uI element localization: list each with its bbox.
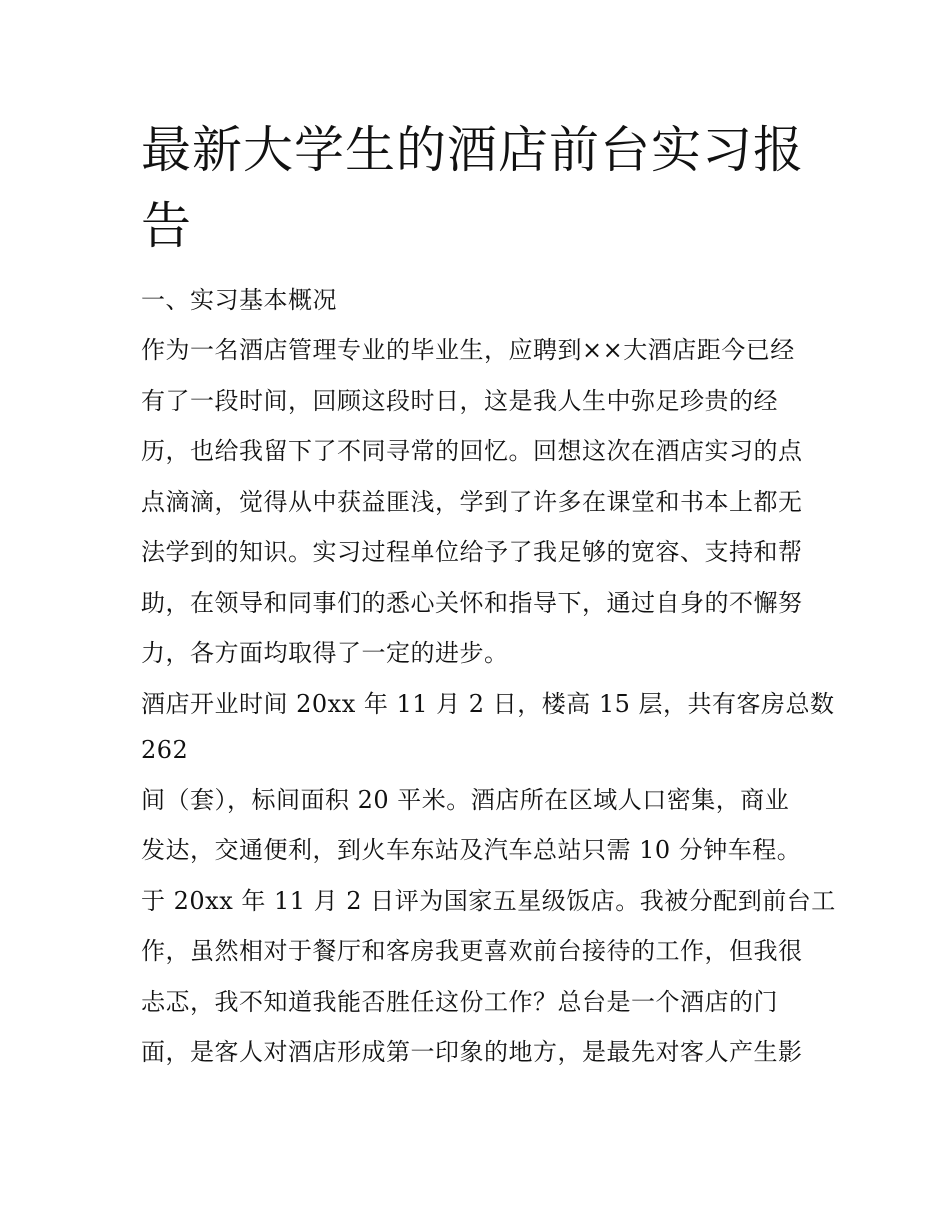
body-line-2: 有了一段时间，回顾这段时日，这是我人生中弥足珍贵的经 xyxy=(141,387,778,415)
body-line-13: 作，虽然相对于餐厅和客房我更喜欢前台接待的工作，但我很 xyxy=(141,937,803,965)
body-line-3: 历，也给我留下了不同寻常的回忆。回想这次在酒店实习的点 xyxy=(141,437,803,465)
document-title: 最新大学生的酒店前台实习报 告 xyxy=(141,121,804,255)
body-line-9: 262 xyxy=(141,736,189,764)
body-line-8: 酒店开业时间 20xx 年 11 月 2 日，楼高 15 层，共有客房总数 xyxy=(141,690,835,718)
body-line-12: 于 20xx 年 11 月 2 日评为国家五星级饭店。我被分配到前台工 xyxy=(141,887,836,915)
body-line-1: 作为一名酒店管理专业的毕业生，应聘到××大酒店距今已经 xyxy=(141,336,795,364)
body-line-6: 助，在领导和同事们的悉心关怀和指导下，通过自身的不懈努 xyxy=(141,589,803,617)
body-line-5: 法学到的知识。实习过程单位给予了我足够的宽容、支持和帮 xyxy=(141,538,803,566)
body-line-15: 面，是客人对酒店形成第一印象的地方，是最先对客人产生影 xyxy=(141,1038,803,1066)
section-heading: 一、实习基本概况 xyxy=(141,286,337,314)
body-line-10: 间（套），标间面积 20 平米。酒店所在区域人口密集，商业 xyxy=(141,786,790,814)
body-line-7: 力，各方面均取得了一定的进步。 xyxy=(141,639,509,667)
body-line-4: 点滴滴，觉得从中获益匪浅，学到了许多在课堂和书本上都无 xyxy=(141,488,803,516)
body-line-14: 忐忑，我不知道我能否胜任这份工作？总台是一个酒店的门 xyxy=(141,988,778,1016)
body-line-11: 发达，交通便利，到火车东站及汽车总站只需 10 分钟车程。 xyxy=(141,836,802,864)
